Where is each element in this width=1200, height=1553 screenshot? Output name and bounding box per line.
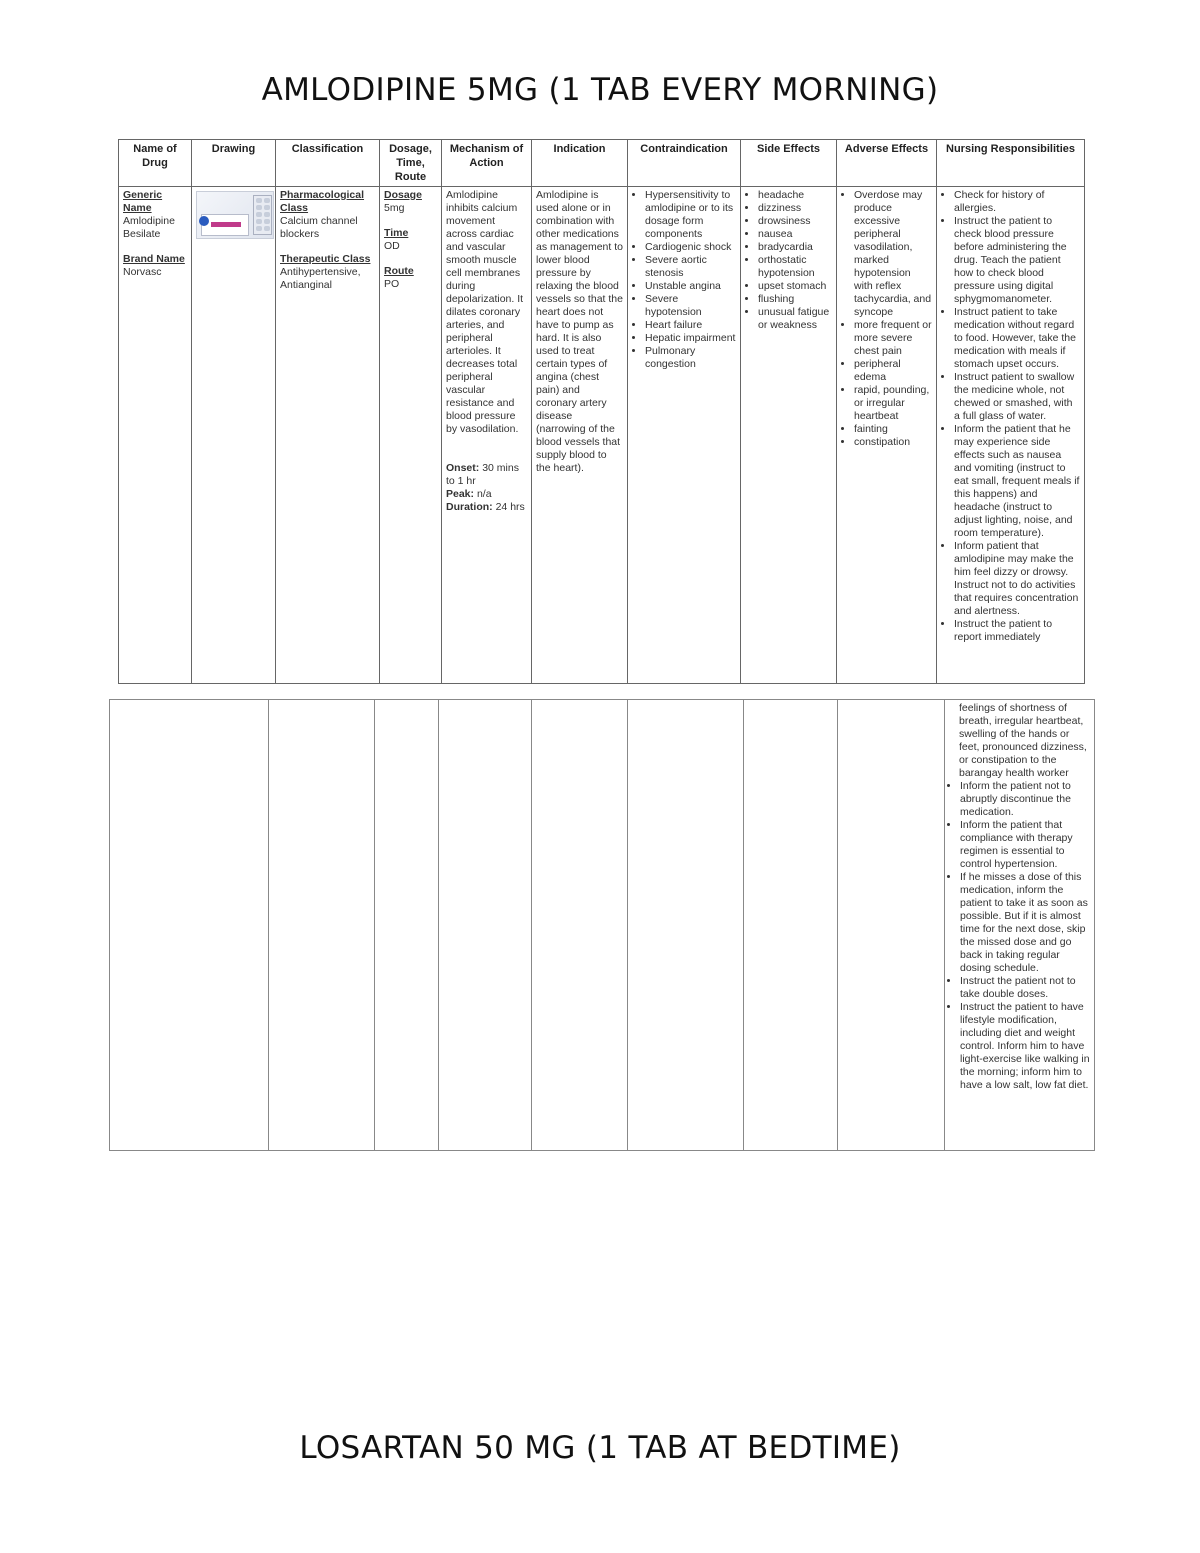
list-item: • rapid, pounding, or irregular heartbeat: [854, 384, 932, 423]
list-item: • unusual fatigue or weakness: [758, 306, 832, 332]
peak-label: Peak:: [446, 488, 475, 500]
therapeutic-class-label: Therapeutic Class: [280, 253, 371, 265]
list-item: • flushing: [758, 293, 832, 306]
list-item: • Instruct the patient to have lifestyle modification, including diet and weight control. Inform him to have light-exercise like walking in the morning; inform him to have a low salt, low fat diet.: [960, 1001, 1090, 1092]
generic-name-value: Amlodipine Besilate: [123, 215, 175, 240]
list-item: • nausea: [758, 228, 832, 241]
empty-cell: [269, 700, 375, 1151]
list-item: • Severe aortic stenosis: [645, 254, 736, 280]
empty-cell: [744, 700, 838, 1151]
list-item: • Pulmonary congestion: [645, 345, 736, 371]
peak-value: n/a: [476, 488, 492, 500]
mechanism-cell: [442, 187, 532, 684]
onset-value: 30 mins to 1 hr: [446, 462, 519, 487]
list-item: • Instruct the patient to check blood pressure before administering the drug. Teach the patient how to check blood pressure using digital sphygmomanometer.: [954, 215, 1080, 306]
list-item: • Cardiogenic shock: [645, 241, 736, 254]
list-item: • peripheral edema: [854, 358, 932, 384]
indication-cell: Amlodipine is used alone or in combination with other medications as management to lower blood pressure by relaxing the blood vessels so that the heart does not have to pump as hard. It is also used to treat certain types of angina (chest pain) and coronary artery disease (narrowing of the blood vessels that supply blood to the heart).: [532, 187, 628, 684]
dosage-value: 5mg: [384, 202, 405, 214]
list-item: • dizziness: [758, 202, 832, 215]
drug-study-table-continued: [109, 699, 1095, 1151]
drawing-cell: [192, 187, 276, 684]
nursing-continued-text: feelings of shortness of breath, irregular heartbeat, swelling of the hands or feet, pronounced dizziness, or constipation to the barangay health worker: [959, 702, 1087, 779]
classification-cell: [276, 187, 380, 684]
duration-label: Duration:: [446, 501, 493, 513]
empty-cell: [110, 700, 269, 1151]
adverse-effects-cell: [837, 187, 937, 684]
header-cell: Name of Drug: [119, 140, 192, 187]
list-item: • Instruct the patient to report immediately: [954, 618, 1080, 644]
list-item: • Instruct the patient not to take double doses.: [960, 975, 1090, 1001]
list-item: • Check for history of allergies.: [954, 189, 1080, 215]
route-label: Route: [384, 265, 414, 277]
list-item: • Hypersensitivity to amlodipine or to its dosage form components: [645, 189, 736, 241]
table-row: [110, 700, 1095, 1151]
drug-name-cell: [119, 187, 192, 684]
time-label: Time: [384, 227, 409, 239]
header-cell: Drawing: [192, 140, 276, 187]
list-item: • Inform the patient that compliance with therapy regimen is essential to control hypertension.: [960, 819, 1090, 871]
list-item: • Heart failure: [645, 319, 736, 332]
list-item: • more frequent or more severe chest pain: [854, 319, 932, 358]
onset-label: Onset:: [446, 462, 480, 474]
list-item: • Severe hypotension: [645, 293, 736, 319]
empty-cell: [375, 700, 439, 1151]
empty-cell: [439, 700, 532, 1151]
list-item: • Hepatic impairment: [645, 332, 736, 345]
drug-study-table: [118, 139, 1085, 684]
list-item: • orthostatic hypotension: [758, 254, 832, 280]
list-item: • If he misses a dose of this medication, inform the patient to take it as soon as possible. But if it is almost time for the next dose, skip the missed dose and go back in taking regular dosing schedule.: [960, 871, 1090, 975]
brand-name-value: Norvasc: [123, 266, 162, 278]
list-item: • Instruct patient to swallow the medicine whole, not chewed or smashed, with a full glass of water.: [954, 371, 1080, 423]
list-item: • Inform the patient not to abruptly discontinue the medication.: [960, 780, 1090, 819]
header-cell: Adverse Effects: [837, 140, 937, 187]
list-item: • constipation: [854, 436, 932, 449]
list-item: • drowsiness: [758, 215, 832, 228]
contraindication-cell: [628, 187, 741, 684]
mechanism-text: Amlodipine inhibits calcium movement across cardiac and vascular smooth muscle cell membranes during depolarization. It dilates coronary arteries, and peripheral arterioles. It decreases total peripheral vascular resistance and blood pressure by vasodilation.: [446, 189, 524, 435]
medicine-box-image: [196, 191, 274, 239]
dosage-label: Dosage: [384, 189, 422, 201]
nursing-responsibilities-cell: [937, 187, 1085, 684]
duration-value: 24 hrs: [495, 501, 525, 513]
list-item: • fainting: [854, 423, 932, 436]
dosage-cell: [380, 187, 442, 684]
header-cell: Dosage, Time, Route: [380, 140, 442, 187]
section-title: LOSARTAN 50 MG (1 TAB AT BEDTIME): [299, 1430, 901, 1466]
brand-name-label: Brand Name: [123, 253, 185, 265]
list-item: • headache: [758, 189, 832, 202]
header-cell: Nursing Responsibilities: [937, 140, 1085, 187]
page-title: AMLODIPINE 5MG (1 TAB EVERY MORNING): [261, 72, 939, 108]
header-cell: Side Effects: [741, 140, 837, 187]
list-item: • Overdose may produce excessive peripheral vasodilation, marked hypotension with reflex tachycardia, and syncope: [854, 189, 932, 319]
side-effects-cell: [741, 187, 837, 684]
time-value: OD: [384, 240, 400, 252]
header-cell: Indication: [532, 140, 628, 187]
empty-cell: [532, 700, 628, 1151]
route-value: PO: [384, 278, 400, 290]
empty-cell: [628, 700, 744, 1151]
pharmacological-class-value: Calcium channel blockers: [280, 215, 358, 240]
list-item: • Unstable angina: [645, 280, 736, 293]
list-item: • upset stomach: [758, 280, 832, 293]
list-item: • Instruct patient to take medication without regard to food. However, take the medication with meals if stomach upset occurs.: [954, 306, 1080, 371]
table-row: [119, 187, 1085, 684]
pharmacological-class-label: Pharmacological Class: [280, 189, 365, 214]
list-item: • Inform the patient that he may experience side effects such as nausea and vomiting (instruct to eat small, frequent meals if this happens) and headache (instruct to adjust lighting, noise, and room temperature).: [954, 423, 1080, 540]
therapeutic-class-value: Antihypertensive, Antianginal: [280, 266, 361, 291]
empty-cell: [838, 700, 945, 1151]
header-cell: Mechanism of Action: [442, 140, 532, 187]
generic-name-label: Generic Name: [123, 189, 163, 214]
header-row: [119, 140, 1085, 187]
list-item: • bradycardia: [758, 241, 832, 254]
list-item: • Inform patient that amlodipine may make the him feel dizzy or drowsy. Instruct not to do activities that requires concentration and alertness.: [954, 540, 1080, 618]
header-cell: Contraindication: [628, 140, 741, 187]
header-cell: Classification: [276, 140, 380, 187]
nursing-responsibilities-cell: [945, 700, 1095, 1151]
